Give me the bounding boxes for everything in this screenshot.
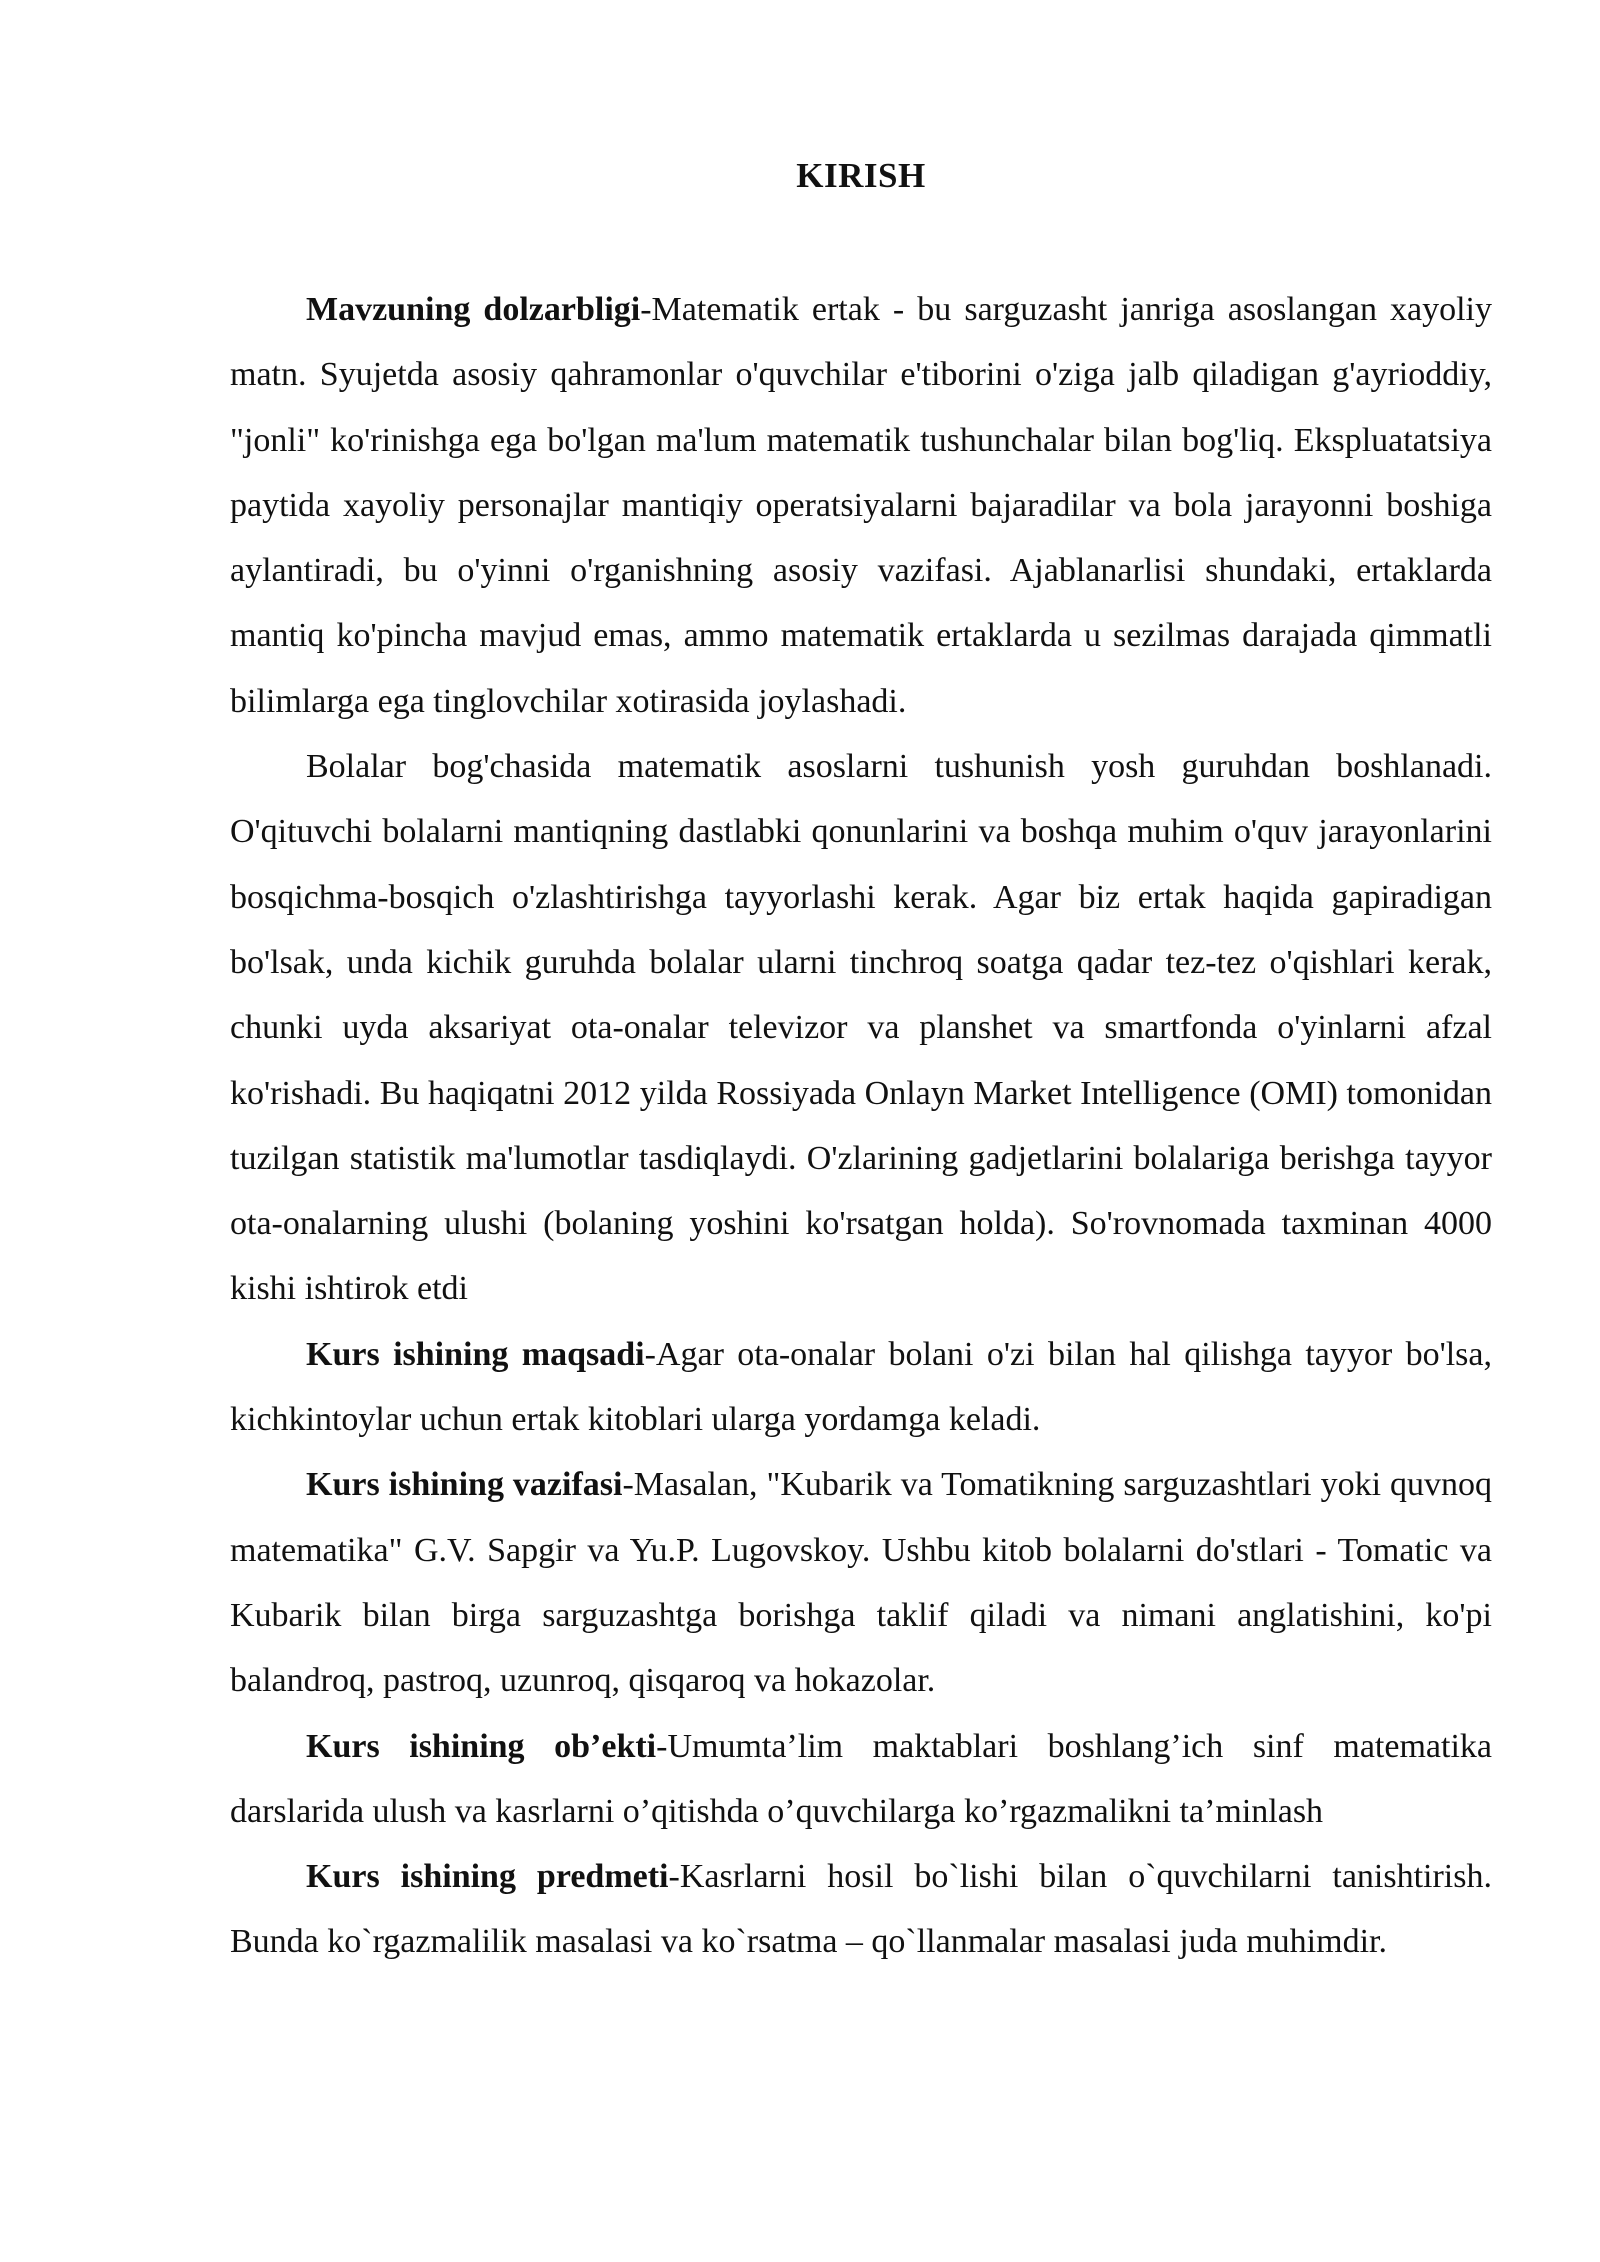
paragraph-text: -Kasrlarni hosil bo`lishi bilan o`quvchilarni tanishtirish. Bunda ko`rgazmalilik masalasi va ko`rsatma – qo`llanmalar masalasi juda muhimdir. [230, 1858, 1492, 1961]
paragraph-kindergarten [230, 734, 1492, 1322]
paragraph-lead: Kurs ishining maqsadi [306, 1335, 645, 1373]
paragraph-text: Bolalar bog'chasida matematik asoslarni tushunish yosh guruhdan boshlanadi. O'qituvchi bolalarni mantiqning dastlabki qonunlarini va boshqa muhim o'quv jarayonlarini bosqichma-bosqich o'zlashtirishga tayyorlashi kerak. Agar biz ertak haqida gapiradigan bo'lsak, unda kichik guruhda bolalar ularni tinchroq soatga qadar tez-tez o'qishlari kerak, chunki uyda aksariyat ota-onalar televizor va planshet va smartfonda o'yinlarni afzal ko'rishadi. Bu haqiqatni 2012 yilda Rossiyada Onlayn Market Intelligence (OMI) tomonidan tuzilgan statistik ma'lumotlar tasdiqlaydi. O'zlarining gadjetlarini bolalariga berishga tayyor ota-onalarning ulushi (bolaning yoshini ko'rsatgan holda). So'rovnomada taxminan 4000 kishi ishtirok etdi [230, 748, 1492, 1308]
paragraph-lead: Kurs ishining predmeti [306, 1858, 669, 1896]
paragraph-goal [230, 1322, 1492, 1453]
document-page [230, 150, 1492, 1975]
paragraph-object [230, 1714, 1492, 1845]
paragraph-lead: Kurs ishining vazifasi [306, 1466, 623, 1504]
paragraph-text: -Agar ota-onalar bolani o'zi bilan hal qilishga tayyor bo'lsa, kichkintoylar uchun ertak kitoblari ularga yordamga keladi. [230, 1335, 1493, 1439]
paragraph-text: -Masalan, "Kubarik va Tomatikning sarguzashtlari yoki quvnoq matematika" G.V. Sapgir va Yu.P. Lugovskoy. Ushbu kitob bolalarni do'stlari - Tomatic va Kubarik bilan birga sarguzashtga borishga taklif qiladi va nimani anglatishini, ko'pi balandroq, pastroq, uzunroq, qisqaroq va hokazolar. [230, 1466, 1493, 1700]
paragraph-task [230, 1452, 1492, 1713]
paragraph-lead: Kurs ishining ob’ekti [306, 1727, 657, 1765]
paragraph-lead: Mavzuning dolzarbligi [306, 291, 641, 328]
page-title: KIRISH [796, 156, 926, 195]
paragraph-text: -Matematik ertak - bu sarguzasht janriga asoslangan xayoliy matn. Syujetda asosiy qahramonlar o'quvchilar e'tiborini o'ziga jalb qiladigan g'ayrioddiy, "jonli" ko'rinishga ega bo'lgan ma'lum matematik tushunchalar bilan bog'liq. Ekspluatatsiya paytida xayoliy personajlar mantiqiy operatsiyalarni bajaradilar va bola jarayonni boshiga aylantiradi, bu o'yinni o'rganishning asosiy vazifasi. Ajablanarlisi shundaki, ertaklarda mantiq ko'pincha mavjud emas, ammo matematik ertaklarda u sezilmas darajada qimmatli bilimlarga ega tinglovchilar xotirasida joylashadi. [230, 291, 1493, 720]
paragraph-subject [230, 1844, 1492, 1975]
paragraph-relevance [230, 277, 1492, 734]
paragraph-text: -Umumta’lim maktablari boshlang’ich sinf matematika darslarida ulush va kasrlarni o’qitishda o’quvchilarga ko’rgazmalikni ta’minlash [230, 1727, 1492, 1830]
